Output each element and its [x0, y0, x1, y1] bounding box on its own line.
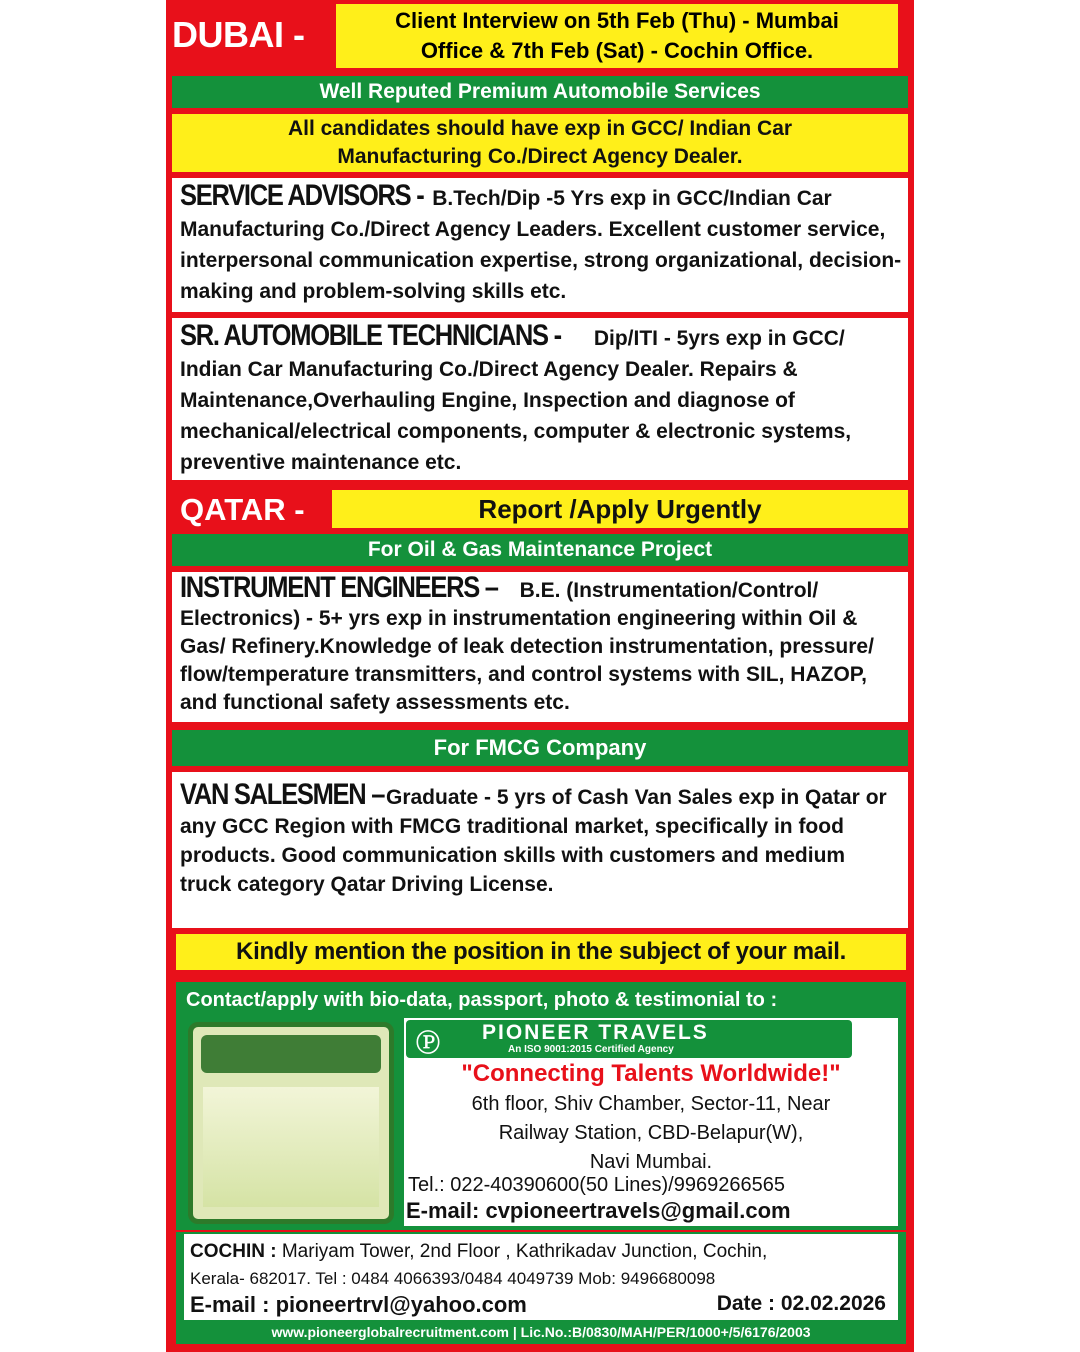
dubai-label: DUBAI - [172, 14, 305, 55]
job-title: VAN SALESMEN – [180, 778, 385, 811]
address-line-3: Navi Mumbai. [589, 1151, 713, 1173]
project-banner: For Oil & Gas Maintenance Project [172, 534, 908, 566]
requirement-line-1: All candidates should have exp in GCC/ Indian Car [287, 117, 793, 140]
job-service-advisors [172, 178, 908, 312]
job-description: B.Tech/Dip -5 Yrs exp in GCC/Indian Car Manufacturing Co./Direct Agency Leaders. Excellent customer service, interpersonal communication expertise, strong organizational, decision-making and problem-solving skills etc. [180, 187, 902, 303]
pioneer-logo-icon: Ⓟ [416, 1030, 440, 1057]
iso-certification: An ISO 9001:2015 Certified Agency [508, 1044, 674, 1055]
job-van-salesmen [172, 772, 908, 928]
cochin-address-line-1 [190, 1238, 892, 1265]
fmcg-banner: For FMCG Company [172, 730, 908, 766]
job-title: SERVICE ADVISORS - [180, 179, 424, 212]
interview-line-2: Office & 7th Feb (Sat) - Cochin Office. [420, 38, 814, 63]
company-banner: Well Reputed Premium Automobile Services [172, 76, 908, 108]
requirement-note [172, 114, 908, 172]
advert-date: Date : 02.02.2026 [716, 1292, 886, 1315]
cochin-address: Mariyam Tower, 2nd Floor , Kathrikadav Junction, Cochin, [281, 1241, 768, 1262]
job-title: INSTRUMENT ENGINEERS – [180, 571, 498, 604]
tagline: "Connecting Talents Worldwide!" [461, 1060, 841, 1087]
cochin-address-line-2: Kerala- 682017. Tel : 0484 4066393/0484 4049739 Mob: 9496680098 [190, 1269, 716, 1288]
requirement-line-2: Manufacturing Co./Direct Agency Dealer. [337, 145, 743, 168]
job-advertisement-poster [166, 0, 914, 1352]
address-block [408, 1090, 894, 1177]
cochin-contact-row [190, 1292, 892, 1322]
job-description: Graduate - 5 yrs of Cash Van Sales exp in Qatar or any GCC Region with FMCG traditional market, specifically in food products. Good communication skills with customers and medium truck category Qatar Driving License. [180, 786, 887, 896]
address-line-2: Railway Station, CBD-Belapur(W), [498, 1122, 804, 1144]
job-sr-automobile-technicians [172, 318, 908, 480]
company-logo [188, 1022, 394, 1224]
contact-section [176, 982, 906, 1230]
logo-image [203, 1087, 379, 1207]
contact-details [404, 1018, 898, 1226]
mention-position-note: Kindly mention the position in the subject of your mail. [176, 934, 906, 970]
contact-heading: Contact/apply with bio-data, passport, photo & testimonial to : [186, 989, 778, 1011]
cochin-label: COCHIN : [190, 1241, 277, 1262]
cochin-box [184, 1234, 898, 1320]
qatar-label: QATAR - [180, 492, 305, 527]
interview-line-1: Client Interview on 5th Feb (Thu) - Mumbai [395, 8, 839, 33]
job-instrument-engineers [172, 572, 908, 722]
contact-email[interactable]: E-mail: cvpioneertravels@gmail.com [406, 1198, 791, 1223]
cochin-section [176, 1232, 906, 1344]
footer-website-license[interactable]: www.pioneerglobalrecruitment.com | Lic.No.:B/0830/MAH/PER/1000+/5/6176/2003 [271, 1324, 811, 1340]
address-line-1: 6th floor, Shiv Chamber, Sector-11, Near [471, 1093, 831, 1115]
job-title: SR. AUTOMOBILE TECHNICIANS - [180, 319, 561, 352]
logo-emblem [201, 1035, 381, 1073]
urgent-banner: Report /Apply Urgently [332, 490, 908, 528]
telephone: Tel.: 022-40390600(50 Lines)/9969266565 [408, 1174, 785, 1196]
job-description: Dip/ITI - 5yrs exp in GCC/ Indian Car Manufacturing Co./Direct Agency Dealer. Repairs & Maintenance,Overhauling Engine, Inspection and diagnose of mechanical/electrical components, computer & electronic systems, preventive maintenance etc. [180, 327, 852, 474]
cochin-email[interactable]: E-mail : pioneertrvl@yahoo.com [190, 1292, 527, 1317]
interview-schedule [336, 4, 898, 68]
job-description: B.E. (Instrumentation/Control/ Electronics) - 5+ yrs exp in instrumentation engineering within Oil & Gas/ Refinery.Knowledge of leak detection instrumentation, pressure/ flow/temperature transmitters, and control systems with SIL, HAZOP, and functional safety assessments etc. [180, 579, 874, 714]
company-name-banner [406, 1020, 852, 1058]
company-name: PIONEER TRAVELS [482, 1021, 709, 1044]
